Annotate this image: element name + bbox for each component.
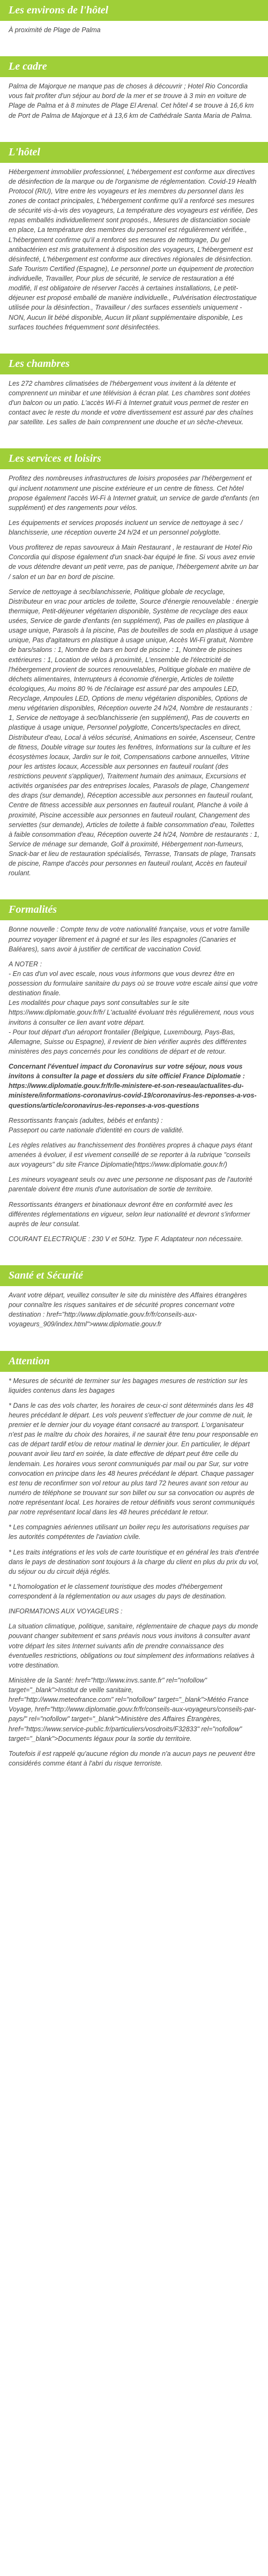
cadre-text: Palma de Majorque ne manque pas de choses à découvrir ; Hotel Rio Concordia vous fait profiter d'un séjour au bord de la mer et se trouve à 3 min en voiture de Plage de Palma et à 8 minutes de Plage El Arenal. Cet hôtel 4 se trouve à 16,6 km de Port de Palma de Majorque et à 13,6 km de Cathédrale Santa Maria de Palma. [9, 82, 254, 119]
hotel-text: Hébergement immobilier professionnel, L'hébergement est conforme aux directives de désinfection de la marque ou de l'organisme de réglementation. Covid-19 Health Protocol (RIU), Vitre entre les voyageurs et les membres du personnel dans les zones de contact principales, L'hébergement confirme qu'il a renforcé ses mesures de sécurité vis-à-vis des voyageurs, La température des voyageurs est vérifiée, Des repas emballés individuellement sont proposés., Mesures de distanciation sociale en place, La température des membres du personnel est régulièrement vérifiée., L'hébergement confirme qu'il a renforcé ses mesures de nettoyage, Du gel antibactérien est mis gratuitement à disposition des voyageurs, L'hébergement est désinfecté, L'hébergement est conforme aux directives régionales de désinfection. Safe Tourism Certified (Espagne), Le personnel porte un équipement de protection individuelle, Travailler, Pour plus de sécurité, le service de restauration a été modifié, Il est obligatoire de réserver l'accès à certaines installations, Le petit-déjeuner est proposé emballé de manière individuelle., Pulvérisation électrostatique utilisée pour la désinfection., Travailleur / des surfaces essentiels uniquement - NON, Aucun lit bébé disponible, Aucun lit pliant supplémentaire disponible, Les surfaces touchées fréquemment sont désinfectées. [9, 168, 258, 331]
formalites-paragraph-3: Concernant l'éventuel impact du Coronavirus sur votre séjour, nous vous invitons à consulter la page et dossiers du site officiel France Diplomatie : https://www.diplomatie.gouv.fr/fr/le-ministere-et-son-reseau/actualites-du-ministere/informations-coronavirus-covid-19/coronavirus-les-reponses-a-vos-questions/article/coronavirus-les-reponses-a-vos-questions [9, 1063, 257, 1109]
formalites-paragraph-8: COURANT ELECTRIQUE : 230 V et 50Hz. Type F. Adaptateur non nécessaire. [9, 1235, 243, 1243]
services-paragraph-3: Vous profiterez de repas savoureux à Main Restaurant , le restaurant de Hotel Rio Concordia qui dispose également d'un snack-bar équipé le fine. Si vous avez envie de vous détendre devant un petit verre, pas de panique, l'hébergement abrite un bar / salon et un bar en bord de piscine. [9, 544, 258, 581]
attention-paragraph-3: * Les compagnies aériennes utilisant un boiler reçu les autorisations requises par les autorités compétentes de l'aviation civile. [9, 1523, 249, 1541]
section-title-sante: Santé et Sécurité [0, 1265, 268, 1286]
attention-paragraph-6: INFORMATIONS AUX VOYAGEURS : [9, 1608, 123, 1616]
section-title-services: Les services et loisirs [0, 448, 268, 469]
section-environs [0, 21, 268, 48]
attention-paragraph-9: Toutefois il est rappelé qu'aucune région du monde n'a aucun pays ne peuvent être considérés comme étant à l'abri du risque terroriste. [9, 1749, 256, 1767]
attention-paragraph-1: * Mesures de sécurité de terminer sur les bagages mesures de restriction sur les liquides contenus dans les bagages [9, 1377, 248, 1394]
formalites-paragraph-4: Ressortissants français (adultes, bébés et enfants) : Passeport ou carte nationale d'identité en cours de validité. [9, 1116, 184, 1134]
section-cadre [0, 77, 268, 133]
section-attention [0, 1372, 268, 1782]
formalites-paragraph-6: Les mineurs voyageant seuls ou avec une personne ne disposant pas de l'autorité parentale doivent être munis d'une autorisation de sortie de territoire. [9, 1176, 252, 1193]
section-services [0, 469, 268, 891]
section-sante [0, 1286, 268, 1342]
section-title-formalites: Formalités [0, 899, 268, 920]
environs-text: À proximité de Plage de Palma [9, 26, 101, 34]
attention-paragraph-4: * Les traits intégrations et les vols de carte touristique et en général les trais d'entrée dans le pays de destination sont toujours à la charge du client en plus du prix du vol, du séjour ou du circuit déjà réglés. [9, 1548, 259, 1575]
section-formalites [0, 920, 268, 1257]
formalites-paragraph-5: Les règles relatives au franchissement des frontières propres à chaque pays étant amenées à évoluer, il est vivement conseillé de se reporter à la rubrique "conseils aux voyageurs" du site France Diplomatie(https://www.diplomatie.gouv.fr/) [9, 1141, 252, 1169]
attention-paragraph-5: * L'homologation et le classement touristique des modes d'hébergement correspondent à la réglementation ou aux usages du pays de destination. [9, 1582, 227, 1600]
section-title-cadre: Le cadre [0, 56, 268, 77]
formalites-paragraph-7: Ressortissants étrangers et binationaux devront être en conformité avec les différentes réglementations en vigueur, selon leur nationalité et devront s'informer auprès de leur consulat. [9, 1200, 250, 1228]
services-paragraph-1: Profitez des nombreuses infrastructures de loisirs proposées par l'hébergement et qui incluent notamment une piscine extérieure et un centre de fitness. Cet hôtel propose également l'accès Wi-Fi à Internet gratuit, un service de garde d'enfants (en supplément) et des rangements pour vélos. [9, 475, 259, 512]
services-paragraph-2: Les équipements et services proposés incluent un service de nettoyage à sec / blanchisserie, une réception ouverte 24 h/24 et un personnel polyglotte. [9, 519, 243, 536]
services-paragraph-4: Service de nettoyage à sec/blanchisserie, Politique globale de recyclage, Distributeur en vrac pour articles de toilette, Source d'énergie renouvelable : énergie thermique, Petit-déjeuner végétarien disponible, Système de recyclage des eaux usées, Service de garde d'enfants (en supplément), Pas de pailles en plastique à usage unique, Parasols à la piscine, Pas de bouteilles de soda en plastique à usage unique, Pas d'agitateurs en plastique à usage unique, Accès Wi-Fi gratuit, Nombre de bars/salons : 1, Nombre de bars en bord de piscine : 1, Nombre de piscines extérieures : 1, Location de vélos à proximité, L'ensemble de l'électricité de l'hébergement provient de sources renouvelables, Politique globale en matière de déchets alimentaires, Interrupteurs à économie d'énergie, Articles de toilette écologiques, Au moins 80 % de l'éclairage est assuré par des ampoules LED, Recyclage, Ampoules LED, Options de menu végétarien disponibles, Options de menu végétarien disponibles, Réception ouverte 24 h/24, Nombre de restaurants : 1, Service de nettoyage à sec/blanchisserie (en supplément), Pas de couverts en plastique à usage unique, Personnel polyglotte, Concerts/spectacles en direct, Distributeur d'eau, Local à vélos sécurisé, Animations en soirée, Ascenseur, Centre de fitness, Double vitrage sur toutes les fenêtres, Informations sur la culture et les écosystèmes locaux, Jardin sur le toit, Compensations carbone annuelles, Vitrine pour les artistes locaux, Accessible aux personnes en fauteuil roulant (des restrictions peuvent s'appliquer), Traitement humain des animaux, Excursions et activités organisées par des entreprises locales, Parasols de plage, Changement des draps (sur demande), Réception accessible aux personnes en fauteuil roulant, Centre de fitness accessible aux personnes en fauteuil roulant, Planche à voile à proximité, Piscine accessible aux personnes en fauteuil roulant, Changement des serviettes (sur demande), Articles de toilette à faible consommation d'eau, Toilettes à faible consommation d'eau, Réception ouverte 24 h/24, Nombre de restaurants : 1, Service de ménage sur demande, Golf à proximité, Hébergement non-fumeurs, Snack-bar et lieu de restauration spécialisés, Terrasse, Transats de plage, Transats de piscine, Rampe d'accès pour personnes en fauteuil roulant, Accès en fauteuil roulant. [9, 588, 259, 877]
section-title-chambres: Les chambres [0, 354, 268, 374]
formalites-paragraph-2: A NOTER : - En cas d'un vol avec escale, nous vous informons que vous devrez être en possession du formulaire sanitaire du pays où se trouve votre escale ainsi que votre destination finale. Les modalités pour chaque pays sont consultables sur le site https://www.diplomatie.gouv.fr/fr/ L'actualité évoluant très régulièrement, nous vous invitons à consulter ce lien avant votre départ. - Pour tout départ d'un aéroport frontalier (Belgique, Luxembourg, Pays-Bas, Allemagne, Suisse ou Espagne), il revient de bien vérifier auprès des différentes ministères des pays concernés pour les conditions de départ et de retour. [9, 960, 258, 1055]
section-title-environs: Les environs de l'hôtel [0, 0, 268, 21]
chambres-text: Les 272 chambres climatisées de l'hébergement vous invitent à la détente et comprennent un minibar et une télévision à écran plat. Les chambres sont dotées d'un balcon ou un patio. L'accès Wi-Fi à Internet gratuit vous permet de rester en contact avec le reste du monde et votre divertissement est assuré par des chaînes par satellite. Les salles de bain comprennent une douche et un sèche-cheveux. [9, 379, 254, 426]
sante-paragraph-1: Avant votre départ, veuillez consulter le site du ministère des Affaires étrangères pour connaître les risques sanitaires et de sécurité propres concernant votre destination : href="http://www.diplomatie.gouv.fr/fr/conseils-aux-voyageurs_909/index.html">www.diplomatie.gouv.fr [9, 1291, 247, 1328]
section-chambres [0, 374, 268, 440]
section-title-hotel: L'hôtel [0, 142, 268, 163]
formalites-paragraph-1: Bonne nouvelle : Compte tenu de votre nationalité française, vous et votre famille pourrez voyager librement et à pagné et sur les îles espagnoles (Canaries et Baléares), sans avoir à justifier de certificat de vaccination Covid. [9, 926, 250, 953]
section-title-attention: Attention [0, 1351, 268, 1372]
attention-paragraph-7: La situation climatique, politique, sanitaire, réglementaire de chaque pays du monde pouvant changer subitement et sans préavis nous vous invitons à consulter avant votre départ les sites Internet suivants afin de prendre connaissance des éventuelles restrictions, obligations ou tout simplement des informations relatives à votre destination. [9, 1623, 258, 1669]
section-hotel [0, 163, 268, 345]
attention-paragraph-8: Ministère de la Santé: href="http://www.invs.sante.fr" rel="nofollow" target="_blank">Institut de veille sanitaire, href="http://www.meteofrance.com" rel="nofollow" target="_blank">Météo France Voyage, href="http://www.diplomatie.gouv.fr/fr/conseils-aux-voyageurs/conseils-par-pays/" rel="nofollow" target="_blank">Ministère des Affaires Étrangères, href="https://www.service-public.fr/particuliers/vosdroits/F32833" rel="nofollow" target="_blank">Documents légaux pour la sortie du territoire. [9, 1676, 256, 1743]
attention-paragraph-2: * Dans le cas des vols charter, les horaires de ceux-ci sont déterminés dans les 48 heures précédant le départ. Les vols peuvent s'effectuer de jour comme de nuit, le premier et le dernier jour du voyage étant consacré au transport. L'organisateur n'est pas le maître du choix des horaires, il ne saurait être tenu pour responsable en cas de départ tardif et/ou de retour matinal le dernier jour. En particulier, le départ pouvant avoir lieu tard en soirée, la date effective de départ peut être celle du lendemain. Les horaires vous seront communiqués par mail ou par Sur, sur votre convocation en principe dans les 48 heures précédant le départ. Chaque passager est tenu de reconfirmer son vol retour au plus tard 72 heures avant son retour au numéro de téléphone se trouvant sur son billet ou sur sa convocation ou auprès de notre représentant local. Les horaires de retour définitifs vous seront communiqués par notre représentant local dans les 48 heures précédant le retour. [9, 1401, 258, 1516]
